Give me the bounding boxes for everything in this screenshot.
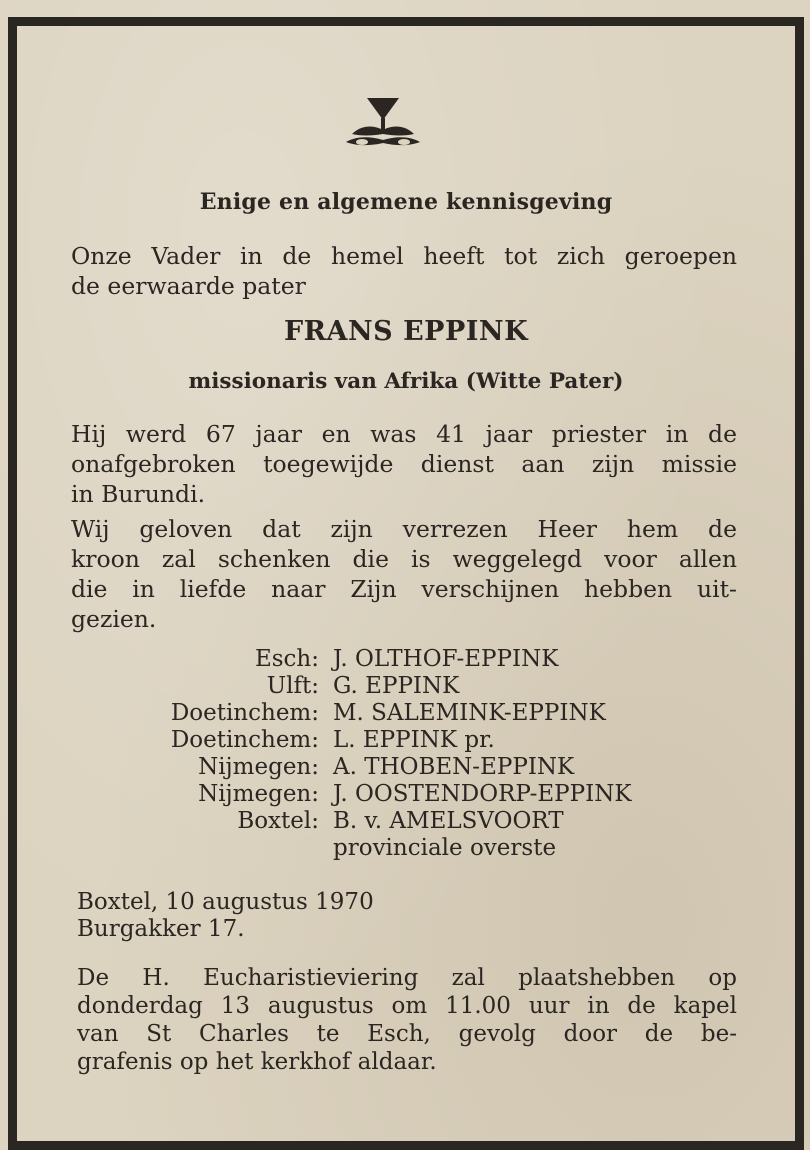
signatory-row: [17, 646, 795, 673]
bio-line: Hij werd 67 jaar en was 41 jaar priester in de: [71, 420, 737, 448]
service-line: grafenis op het kerkhof aldaar.: [77, 1049, 437, 1075]
signatory-place: Boxtel:: [237, 808, 319, 834]
intro-line: de eerwaarde pater: [71, 272, 306, 300]
service-paragraph: [77, 964, 737, 1076]
signatory-name: B. v. AMELSVOORT: [333, 808, 564, 834]
deceased-title: missionaris van Afrika (Witte Pater): [188, 369, 624, 394]
service-line: De H. Eucharistieviering zal plaatshebben op: [77, 965, 737, 991]
signatory-place: Ulft:: [266, 673, 319, 699]
signatory-place: Esch:: [254, 646, 319, 672]
signatory-note: provinciale overste: [333, 835, 557, 861]
signatory-row: [17, 673, 795, 700]
service-line: van St Charles te Esch, gevolg door de be-: [77, 1021, 737, 1047]
deceased-name: FRANS EPPINK: [283, 316, 529, 347]
faith-line: kroon zal schenken die is weggelegd voor allen: [71, 545, 737, 573]
intro-paragraph: [71, 241, 737, 301]
signatory-place: Doetinchem:: [170, 727, 319, 753]
faith-line: Wij geloven dat zijn verrezen Heer hem de: [71, 515, 737, 543]
signatory-place: Nijmegen:: [198, 781, 319, 807]
bio-paragraph: [71, 419, 737, 509]
signatory-row: [17, 754, 795, 781]
signatory-name: G. EPPINK: [333, 673, 460, 699]
signatory-row: [17, 808, 795, 835]
intro-line: Onze Vader in de hemel heeft tot zich geroepen: [71, 242, 737, 270]
signatory-note-row: [17, 835, 795, 862]
signatory-place: Nijmegen:: [198, 754, 319, 780]
signatory-row: [17, 727, 795, 754]
signatory-row: [17, 700, 795, 727]
bio-line: in Burundi.: [71, 480, 206, 508]
signatory-place: Doetinchem:: [170, 700, 319, 726]
address: Burgakker 17.: [77, 916, 245, 942]
death-notice: [17, 26, 795, 1141]
signatory-name: J. OOSTENDORP-EPPINK: [333, 781, 632, 807]
signatory-name: A. THOBEN-EPPINK: [333, 754, 575, 780]
signatory-row: [17, 781, 795, 808]
faith-line: gezien.: [71, 605, 157, 633]
notice-heading: Enige en algemene kennisgeving: [199, 189, 613, 215]
signatory-name: L. EPPINK pr.: [333, 727, 495, 753]
service-line: donderdag 13 augustus om 11.00 uur in de kapel: [77, 993, 737, 1019]
signatory-name: M. SALEMINK-EPPINK: [333, 700, 606, 726]
place-date-block: [77, 889, 374, 943]
cross-emblem-icon: [342, 96, 424, 156]
place-date: Boxtel, 10 augustus 1970: [77, 889, 374, 915]
faith-line: die in liefde naar Zijn verschijnen hebben uit-: [71, 575, 737, 603]
signatories-list: [17, 646, 795, 862]
bio-line: onafgebroken toegewijde dienst aan zijn missie: [71, 450, 737, 478]
signatory-name: J. OLTHOF-EPPINK: [333, 646, 559, 672]
faith-paragraph: [71, 514, 737, 634]
